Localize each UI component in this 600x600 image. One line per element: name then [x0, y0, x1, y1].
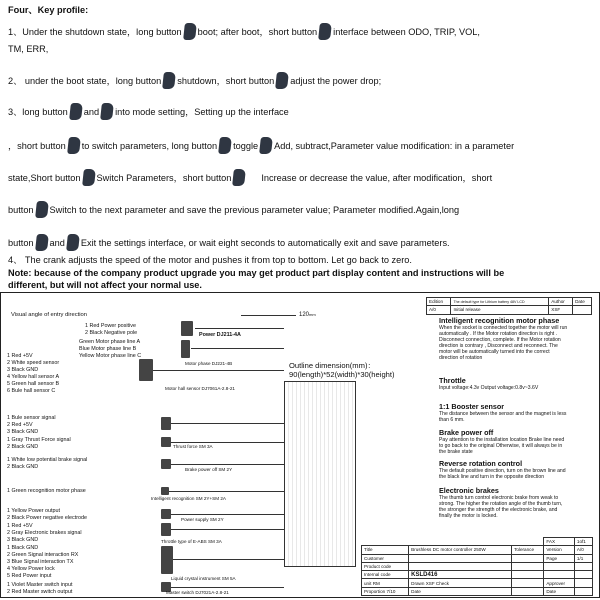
wire — [171, 442, 284, 443]
table-row — [362, 546, 593, 554]
table-cell: FAX — [544, 538, 575, 546]
section-title: Electronic brakes — [439, 486, 499, 495]
button-icon — [259, 137, 273, 154]
label: 3 Black GND — [7, 429, 39, 435]
label: 2 White speed sensor — [7, 360, 60, 366]
line-2 — [8, 72, 381, 89]
text: into mode setting，Setting up the interface — [115, 107, 289, 117]
label: Green Motor phase line A — [79, 339, 141, 345]
connector-icon — [161, 523, 171, 536]
text: and — [83, 107, 100, 117]
label: 5 Green hall sensor B — [7, 381, 60, 387]
text: toggle — [233, 141, 259, 151]
line-7 — [8, 234, 450, 251]
text: button — [8, 205, 34, 215]
table-cell — [512, 571, 544, 579]
table-cell: Tolerance — [512, 546, 544, 554]
label: 1 Violet Master switch input — [7, 582, 73, 588]
text: unit — [364, 580, 372, 586]
table-cell — [512, 538, 544, 546]
table-cell — [409, 562, 512, 570]
label: 1 Bule sensor signal — [7, 415, 56, 421]
section-text: Pay attention to the installation location Brake line need to go back to the original Otherwise, it will always be in the brake state — [439, 437, 565, 456]
label: Yellow Motor phase line C — [79, 353, 142, 359]
connector-icon — [161, 509, 171, 519]
connector-icon — [161, 437, 171, 447]
button-icon — [69, 103, 83, 120]
table-cell: KSLD416 — [409, 571, 512, 579]
wire — [169, 491, 284, 492]
table-cell — [512, 579, 544, 587]
line-8: 4、 The crank adjusts the speed of the motor and pushes it from top to bottom. Let go back to zero. — [8, 255, 412, 265]
button-icon — [318, 23, 332, 40]
connector-label: Intelligent recognition SM 2Y+SM 2A — [151, 496, 226, 501]
table-cell — [574, 587, 592, 595]
connector-label: Power supply SM 2Y — [181, 517, 224, 522]
text: Check — [435, 580, 449, 586]
label: 1 Gray Thrust Force signal — [7, 437, 71, 443]
section-title: 1:1 Booster sensor — [439, 402, 505, 411]
table-cell — [409, 538, 512, 546]
dimension-line — [241, 315, 296, 316]
table-cell — [574, 579, 592, 587]
text: Switch Parameters，short button — [96, 173, 232, 183]
text: 3、long button — [8, 107, 68, 117]
button-icon — [35, 201, 49, 218]
table-cell: Customer — [362, 554, 409, 562]
wire — [171, 514, 284, 515]
section-text: The thumb turn control electronic brake from weak to strong. The higher the rotation angle of the thumb turn, the stronger the strength of the electronic brake, and finally the motor is locked. — [439, 495, 563, 520]
table-cell — [512, 587, 544, 595]
heading: Four、Key profile: — [8, 5, 89, 15]
table-row — [362, 579, 593, 587]
wire — [171, 587, 284, 588]
text: 2、 under the boot state，long button — [8, 76, 162, 86]
line-3 — [8, 103, 289, 120]
text: ，short button — [8, 141, 66, 151]
text: boot; after boot，short button — [197, 27, 318, 37]
connector-label: Master switch DJ7021A-2.8-21 — [166, 590, 229, 595]
text: state,Short button — [8, 173, 81, 183]
table-cell: Product code — [362, 562, 409, 570]
label: 5 Red Power input — [7, 573, 52, 579]
text: shutdown，short button — [177, 76, 275, 86]
connector-label: Motor phase DJ221-4B — [185, 361, 233, 366]
label: 3 Black GND — [7, 537, 39, 543]
table-cell: Brushless DC motor controller 250W — [409, 546, 512, 554]
text: to switch parameters, long button — [81, 141, 218, 151]
label: 2 Black Power negative electrode — [7, 515, 88, 521]
wire — [153, 370, 284, 371]
section-text: The default positive direction, turn on the brown line and the black line and turn in the opposite direction — [439, 468, 566, 481]
text: 7/10 — [386, 588, 396, 594]
table-row — [427, 306, 592, 314]
wiring-diagram — [0, 292, 600, 598]
connector-label: Liquid crystal instrument SM 5A — [171, 576, 236, 581]
table-cell: 1/1 — [574, 554, 592, 562]
key-profile-section — [0, 0, 600, 290]
title-block-table — [361, 537, 593, 596]
note-line-1: Note: because of the company product upgrade you may get product part display content and instructions will be — [8, 268, 505, 278]
wire — [173, 559, 284, 560]
text: button — [8, 238, 34, 248]
label: 1 Yellow Power output — [7, 508, 61, 514]
table-cell: Internal code — [362, 571, 409, 579]
button-icon — [66, 234, 80, 251]
text: Add, subtract,Parameter value modification: in a parameter — [274, 141, 515, 151]
section-title: Brake power off — [439, 428, 494, 437]
text: and — [49, 238, 65, 248]
table-cell: Version — [544, 546, 575, 554]
table-cell: 1of1 — [574, 538, 592, 546]
label: 2 Black GND — [7, 444, 39, 450]
button-icon — [100, 103, 114, 120]
button-icon — [162, 72, 176, 89]
label: 6 Bule hall sensor C — [7, 388, 56, 394]
text: RM — [372, 580, 380, 586]
section-text: The distance between the sensor and the magnet is less than 6 mm. — [439, 411, 567, 424]
outline-title: Outline dimension(mm)： — [289, 361, 376, 370]
table-cell — [574, 562, 592, 570]
button-icon — [275, 72, 289, 89]
section-title: Throttle — [439, 376, 466, 385]
note-line-2: different, but will not affect your normal use. — [8, 280, 202, 290]
text: mm — [309, 312, 316, 317]
text: adjust the power drop; — [290, 76, 382, 86]
table-cell — [409, 554, 512, 562]
label: 1 White low potential brake signal — [7, 457, 88, 463]
label: 1 Red Power positive — [85, 323, 136, 329]
label: 2 Green Signal interaction RX — [7, 552, 79, 558]
table-cell: Approver — [544, 579, 575, 587]
wire — [171, 423, 284, 424]
section-text: When the socket is connected together the motor will run automatically . If the Motor rotation direction is right . Disconnect connection, complete. If the Motor rotation direction is contrary , Disconnect and reconnect. The motor will be automatically turned into the correct direction of rotation — [439, 325, 568, 362]
wire — [171, 464, 284, 465]
button-icon — [218, 137, 232, 154]
label: 1 Green recognition motor phase — [7, 488, 86, 494]
text: XSF — [425, 580, 435, 586]
text: Switch to the next parameter and save the previous parameter value; Parameter modified.Again,long — [49, 205, 460, 215]
label: 1 Red +5V — [7, 523, 33, 529]
section-title: Intelligent recognition motor phase — [439, 316, 560, 325]
table-cell — [544, 562, 575, 570]
button-icon — [232, 169, 246, 186]
table-row — [362, 587, 593, 595]
table-cell: Edition — [427, 298, 451, 306]
line-5 — [8, 169, 492, 186]
controller-body — [284, 381, 356, 567]
table-row — [362, 554, 593, 562]
table-cell — [409, 579, 512, 587]
table-cell: A/0 — [427, 306, 451, 314]
line-4 — [8, 137, 514, 154]
connector-label: Throttle type of E-ABS SM 3A — [161, 539, 222, 544]
table-cell: Page — [544, 554, 575, 562]
label: 1 Black GND — [7, 545, 39, 551]
label: 4 Yellow hall sensor A — [7, 374, 60, 380]
table-cell: Date — [573, 298, 592, 306]
connector-label: Motor hall sensor DJ7061A-2.8-21 — [165, 386, 235, 391]
label: 2 Black Negative pole — [85, 330, 138, 336]
outline-value: 90(length)*52(width)*30(height) — [289, 370, 395, 379]
line-6 — [8, 201, 459, 218]
wire — [191, 348, 284, 349]
button-icon — [82, 169, 96, 186]
connector-label: Thrust force SM 3A — [173, 444, 213, 449]
table-cell: XSF — [549, 306, 573, 314]
text: Proportion — [364, 588, 386, 594]
label: 3 Blue Signal interaction TX — [7, 559, 74, 565]
connector-label: Power DJ211-4A — [199, 332, 241, 338]
section-title: Reverse rotation control — [439, 459, 523, 468]
connector-icon — [161, 417, 171, 430]
table-cell: Initial release — [451, 306, 549, 314]
text: interface between ODO, TRIP, VOL, — [333, 27, 480, 37]
text: Drawn — [411, 580, 425, 586]
connector-icon — [139, 359, 153, 381]
table-cell: The default type for Lithium battery 48V LCD — [451, 298, 549, 306]
table-cell: Author — [549, 298, 573, 306]
table-cell — [573, 306, 592, 314]
text: Increase or decrease the value, after modification，short — [261, 173, 493, 183]
connector-icon — [161, 487, 169, 495]
table-cell — [362, 579, 409, 587]
table-cell — [512, 562, 544, 570]
table-cell: Date — [544, 587, 575, 595]
wire — [171, 529, 284, 530]
button-icon — [67, 137, 81, 154]
section-text: Input voltage:4.3v Output voltage:0.8v~3.6V — [439, 385, 539, 391]
visual-angle-label: Visual angle of entry direction — [11, 312, 87, 318]
connector-icon — [181, 340, 190, 358]
text: Exit the settings interface, or wait eight seconds to automatically exit and save parameters. — [80, 238, 450, 248]
button-icon — [183, 23, 197, 40]
text: 1、Under the shutdown state，long button — [8, 27, 182, 37]
table-cell — [362, 538, 409, 546]
label: 4 Yellow Power lock — [7, 566, 55, 572]
table-row — [427, 298, 592, 306]
label: 2 Red +5V — [7, 422, 33, 428]
label: 3 Black GND — [7, 367, 39, 373]
label: 2 Red Master switch output — [7, 589, 73, 595]
table-cell — [512, 554, 544, 562]
connector-label: Brake power off SM 2Y — [185, 467, 233, 472]
line-1 — [8, 23, 480, 40]
connector-icon — [181, 321, 193, 336]
table-row — [362, 571, 593, 579]
connector-icon — [161, 459, 171, 469]
table-cell — [362, 587, 409, 595]
wire — [195, 328, 284, 329]
button-icon — [35, 234, 49, 251]
label: 2 Gray Electronic brakes signal — [7, 530, 82, 536]
label: 1 Red +5V — [7, 353, 33, 359]
table-cell — [574, 571, 592, 579]
label: Blue Motor phase line B — [79, 346, 137, 352]
outline-dimension — [289, 361, 395, 379]
table-cell: Title — [362, 546, 409, 554]
line-1b: TM, ERR, — [8, 44, 49, 54]
table-row — [362, 538, 593, 546]
table-cell: A/0 — [574, 546, 592, 554]
dim-120 — [299, 312, 316, 319]
text: 120 — [299, 312, 310, 318]
label: 2 Black GND — [7, 464, 39, 470]
revision-table — [426, 297, 592, 315]
table-cell — [544, 571, 575, 579]
table-row — [362, 562, 593, 570]
table-cell: Date — [409, 587, 512, 595]
connector-icon — [161, 546, 173, 574]
